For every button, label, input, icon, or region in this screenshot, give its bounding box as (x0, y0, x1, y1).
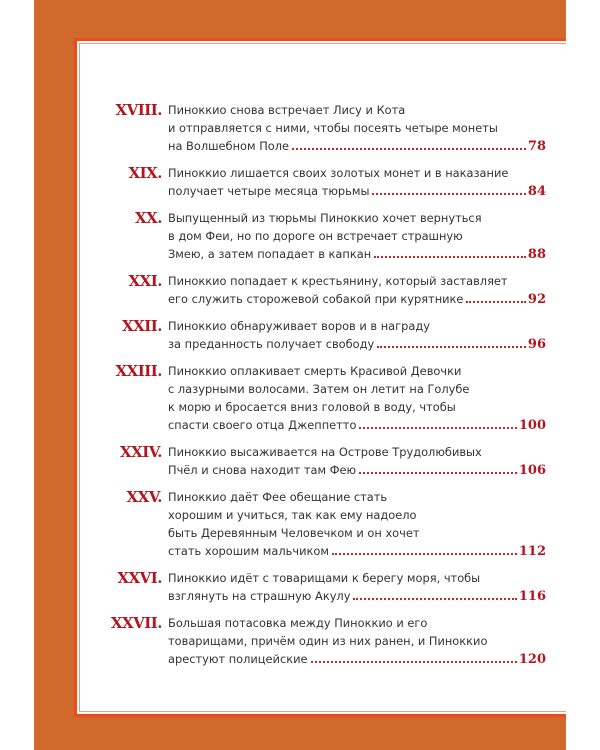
title-line (168, 416, 546, 435)
dot-leader (311, 661, 517, 663)
dot-leader (359, 472, 517, 474)
title-line (168, 335, 546, 354)
chapter-number: XXI. (128, 272, 162, 290)
toc-entry[interactable] (90, 209, 546, 264)
title-line-text: Пиноккио обнаруживает воров и в награду (168, 319, 430, 333)
chapter-title (168, 209, 546, 264)
title-line (168, 461, 546, 480)
chapter-number: XXIV. (119, 443, 162, 461)
page-number: 106 (518, 463, 546, 478)
title-line (168, 488, 546, 506)
title-line-text: спасти своего отца Джеппетто (168, 418, 357, 432)
dot-leader (374, 256, 526, 258)
title-line-text: за преданность получает свободу (168, 337, 375, 351)
title-line (168, 245, 546, 264)
title-line-text: Пиноккио лишается своих золотых монет и в наказание (168, 166, 509, 180)
chapter-number: XXV. (126, 488, 162, 506)
title-line-text: к морю и бросается вниз головой в воду, чтобы (168, 400, 456, 414)
title-line-text: Пиноккио даёт Фее обещание стать (168, 490, 388, 504)
page-number: 84 (527, 184, 546, 199)
title-line-text: стать хорошим мальчиком (168, 544, 329, 558)
title-line (168, 119, 546, 137)
toc-entry[interactable] (90, 488, 546, 561)
title-line-text: арестуют полицейские (168, 652, 308, 666)
title-line-text: Пиноккио идёт с товарищами к берегу моря, чтобы (168, 571, 481, 585)
chapter-title (168, 272, 546, 309)
title-line-text: на Волшебном Поле (168, 139, 290, 153)
title-line (168, 632, 546, 650)
title-line-text: Большая потасовка между Пиноккио и его (168, 616, 428, 630)
toc-entry[interactable] (90, 101, 546, 156)
title-line-text: в дом Феи, но по дороге он встречает страшную (168, 229, 463, 243)
chapter-title (168, 362, 546, 435)
title-line-text: его служить сторожевой собакой при курятнике (168, 292, 464, 306)
title-line-text: быть Деревянным Человечком и он хочет (168, 526, 420, 540)
title-line-text: Пиноккио попадает к крестьянину, который заставляет (168, 274, 508, 288)
title-line-text: хорошим и учиться, так как ему надоело (168, 508, 417, 522)
dot-leader (377, 346, 526, 348)
toc-entry[interactable] (90, 362, 546, 435)
toc-entry[interactable] (90, 317, 546, 354)
page-number: 100 (518, 418, 546, 433)
title-line (168, 569, 546, 587)
dot-leader (353, 598, 516, 600)
toc-entry[interactable] (90, 443, 546, 480)
toc-entry[interactable] (90, 569, 546, 606)
title-line (168, 101, 546, 119)
title-line (168, 227, 546, 245)
title-line-text: Змею, а затем попадает в капкан (168, 247, 372, 261)
title-line-text: Выпущенный из тюрьмы Пиноккио хочет вернуться (168, 211, 482, 225)
chapter-number: XXVI. (117, 569, 162, 587)
page-number: 112 (518, 544, 546, 559)
chapter-title (168, 443, 546, 480)
chapter-number: XVIII. (115, 101, 162, 119)
title-line-text: получает четыре месяца тюрьмы (168, 184, 370, 198)
title-line (168, 317, 546, 335)
chapter-title (168, 569, 546, 606)
title-line-text: Пчёл и снова находит там Фею (168, 463, 357, 477)
page-number: 88 (527, 247, 546, 262)
title-line (168, 290, 546, 309)
page-number: 96 (527, 337, 546, 352)
chapter-title (168, 488, 546, 561)
title-line (168, 398, 546, 416)
chapter-title (168, 317, 546, 354)
title-line (168, 614, 546, 632)
dot-leader (372, 193, 525, 195)
chapter-number: XX. (135, 209, 162, 227)
chapter-number: XIX. (128, 164, 162, 182)
page-number: 120 (518, 652, 546, 667)
title-line (168, 272, 546, 290)
toc-entry[interactable] (90, 164, 546, 201)
title-line-text: с лазурными волосами. Затем он летит на Голубе (168, 382, 470, 396)
chapter-number: XXIII. (115, 362, 162, 380)
title-line (168, 443, 546, 461)
title-line-text: и отправляется с ними, чтобы посеять четыре монеты (168, 121, 498, 135)
title-line (168, 209, 546, 227)
dot-leader (466, 301, 525, 303)
title-line (168, 182, 546, 201)
title-line-text: взглянуть на страшную Акулу (168, 589, 351, 603)
chapter-title (168, 101, 546, 156)
chapter-title (168, 614, 546, 669)
toc-entry[interactable] (90, 614, 546, 669)
title-line (168, 587, 546, 606)
title-line (168, 164, 546, 182)
title-line-text: Пиноккио высаживается на Острове Трудолюбивых (168, 445, 482, 459)
title-line (168, 524, 546, 542)
title-line-text: товарищами, причём один из них ранен, и Пиноккио (168, 634, 488, 648)
chapter-title (168, 164, 546, 201)
chapter-number: XXVII. (110, 614, 162, 632)
table-of-contents (90, 101, 546, 677)
title-line-text: Пинoккио снова встречает Лису и Кота (168, 103, 406, 117)
dot-leader (332, 553, 517, 555)
title-line-text: Пиноккио оплакивает смерть Красивой Девочки (168, 364, 462, 378)
chapter-number: XXII. (121, 317, 162, 335)
title-line (168, 380, 546, 398)
title-line (168, 542, 546, 561)
toc-entry[interactable] (90, 272, 546, 309)
title-line (168, 137, 546, 156)
dot-leader (359, 427, 516, 429)
page-number: 116 (518, 589, 546, 604)
dot-leader (292, 148, 526, 150)
page-number: 78 (527, 139, 546, 154)
title-line (168, 506, 546, 524)
title-line (168, 362, 546, 380)
title-line (168, 650, 546, 669)
page-number: 92 (527, 292, 546, 307)
